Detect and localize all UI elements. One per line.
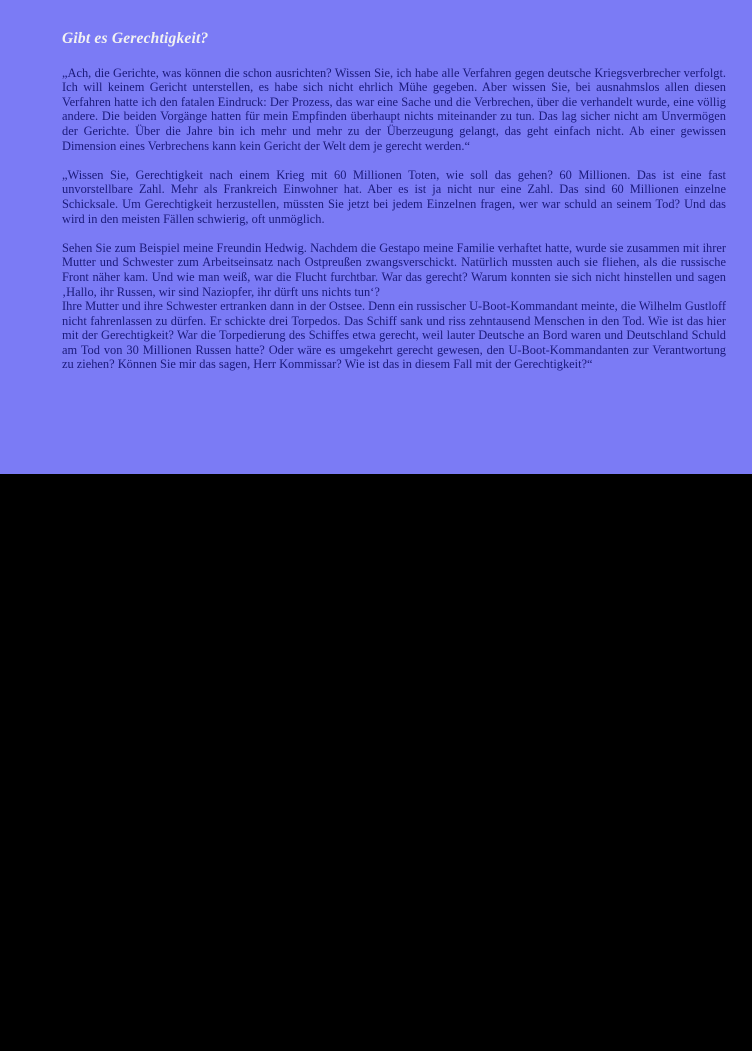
page-title: Gibt es Gerechtigkeit? — [62, 30, 209, 47]
page-bottom-area — [0, 474, 752, 1051]
paragraph-1: „Ach, die Gerichte, was können die schon ausrichten? Wissen Sie, ich habe alle Verfahren gegen deutsche Kriegsverbrecher verfolgt. Ich will keinem Gericht unterstellen, es habe sich nicht ehrlich Mühe gegeben. Aber wissen Sie, bei ausnahmslos allen diesen Verfahren hatte ich den fatalen Eindruck: Der Prozess, das war eine Sache und die Verbrechen, über die verhandelt wurde, eine völlig andere. Die beiden Vorgänge hatten für mein Empfinden überhaupt nichts miteinander zu tun. Das lag sicher nicht am Unvermögen der Gerichte. Über die Jahre bin ich mehr und mehr zu der Überzeugung gelangt, das geht einfach nicht. Ab einer gewissen Dimension eines Verbrechens kann kein Gericht der Welt dem je gerecht werden.“ — [62, 65, 726, 153]
document-body — [62, 30, 726, 372]
document-panel — [0, 0, 752, 474]
paragraph-3: Sehen Sie zum Beispiel meine Freundin Hedwig. Nachdem die Gestapo meine Familie verhaftet hatte, wurde sie zusammen mit ihrer Mutter und Schwester zum Arbeitseinsatz nach Ostpreußen zwangsverschickt. Natürlich mussten auch sie fliehen, als die russische Front näher kam. Und wie man weiß, war die Flucht furchtbar. War das gerecht? Warum konnten sie sich nicht hinstellen und sagen ‚Hallo, ihr Russen, wir sind Naziopfer, ihr dürft uns nichts tun‘? — [62, 240, 726, 299]
paragraph-4: Ihre Mutter und ihre Schwester ertranken dann in der Ostsee. Denn ein russischer U-Boot-Kommandant meinte, die Wilhelm Gustloff nicht fahrenlassen zu dürfen. Er schickte drei Torpedos. Das Schiff sank und riss zehntausend Menschen in den Tod. Wie ist das hier mit der Gerechtigkeit? War die Torpedierung des Schiffes etwa gerecht, weil lauter Deutsche an Bord waren und Deutschland Schuld am Tod von 30 Millionen Russen hatte? Oder wäre es umgekehrt gerecht gewesen, den U-Boot-Kommandanten zur Verantwortung zu ziehen? Können Sie mir das sagen, Herr Kommissar? Wie ist das in diesem Fall mit der Gerechtigkeit?“ — [62, 299, 726, 372]
paragraph-2: „Wissen Sie, Gerechtigkeit nach einem Krieg mit 60 Millionen Toten, wie soll das gehen? 60 Millionen. Das ist eine fast unvorstellbare Zahl. Mehr als Frankreich Einwohner hat. Aber es ist ja nicht nur eine Zahl. Das sind 60 Millionen einzelne Schicksale. Um Gerechtigkeit herzustellen, müssten Sie jetzt bei jedem Einzelnen fragen, wer war schuld an seinem Tod? Und das wird in den meisten Fällen schwierig, oft unmöglich. — [62, 167, 726, 226]
